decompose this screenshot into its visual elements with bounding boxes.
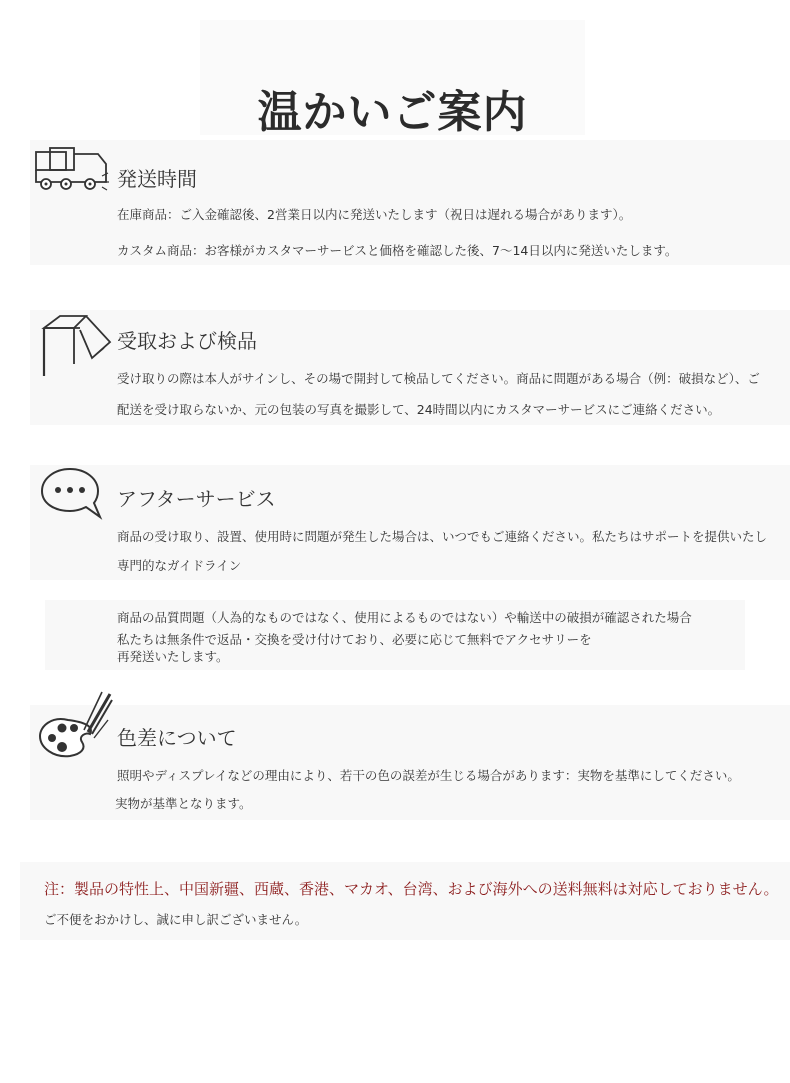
receiving-line-1: 受け取りの際は本人がサインし、その場で開封して検品してください。商品に問題がある場合（例：破損など）、ご (117, 371, 760, 386)
aftersales-detail-2: 私たちは無条件で返品・交換を受け付けており、必要に応じて無料でアクセサリーを (117, 632, 592, 647)
receiving-line-2: 配送を受け取らないか、元の包装の写真を撮影して、24時間以内にカスタマーサービスにご連絡ください。 (117, 402, 721, 417)
color-heading: 色差について (117, 726, 237, 750)
shipping-line-stock: 在庫商品：ご入金確認後、2営業日以内に発送いたします（祝日は遅れる場合があります）。 (117, 207, 632, 222)
paint-palette-icon (38, 690, 114, 762)
aftersales-detail-3: 再発送いたします。 (117, 649, 229, 664)
note-band (20, 862, 790, 940)
apology-text: ご不便をおかけし、誠に申し訳ございません。 (44, 912, 308, 927)
aftersales-heading: アフターサービス (117, 487, 276, 511)
page-title: 温かいご案内 (257, 87, 528, 138)
aftersales-detail-1: 商品の品質問題（人為的なものではなく、使用によるものではない）や輸送中の破損が確認された場合 (117, 610, 692, 625)
shipping-exclusion-note: 注：製品の特性上、中国新疆、西蔵、香港、マカオ、台湾、および海外への送料無料は対応しておりません。 (44, 880, 779, 898)
open-box-icon (40, 312, 112, 382)
shipping-heading: 発送時間 (117, 167, 197, 191)
color-line-1: 照明やディスプレイなどの理由により、若干の色の誤差が生じる場合があります：実物を基準にしてください。 (117, 768, 740, 783)
aftersales-line-1: 商品の受け取り、設置、使用時に問題が発生した場合は、いつでもご連絡ください。私たちはサポートを提供いたし (117, 529, 768, 544)
shipping-line-custom: カスタム商品：お客様がカスタマーサービスと価格を確認した後、7～14日以内に発送いたします。 (117, 243, 678, 258)
aftersales-line-2: 専門的なガイドライン (117, 558, 242, 573)
truck-icon (34, 146, 114, 196)
receiving-heading: 受取および検品 (117, 329, 257, 353)
chat-bubble-icon (40, 465, 104, 521)
color-line-2: 実物が基準となります。 (115, 796, 252, 811)
title-banner (200, 20, 585, 138)
